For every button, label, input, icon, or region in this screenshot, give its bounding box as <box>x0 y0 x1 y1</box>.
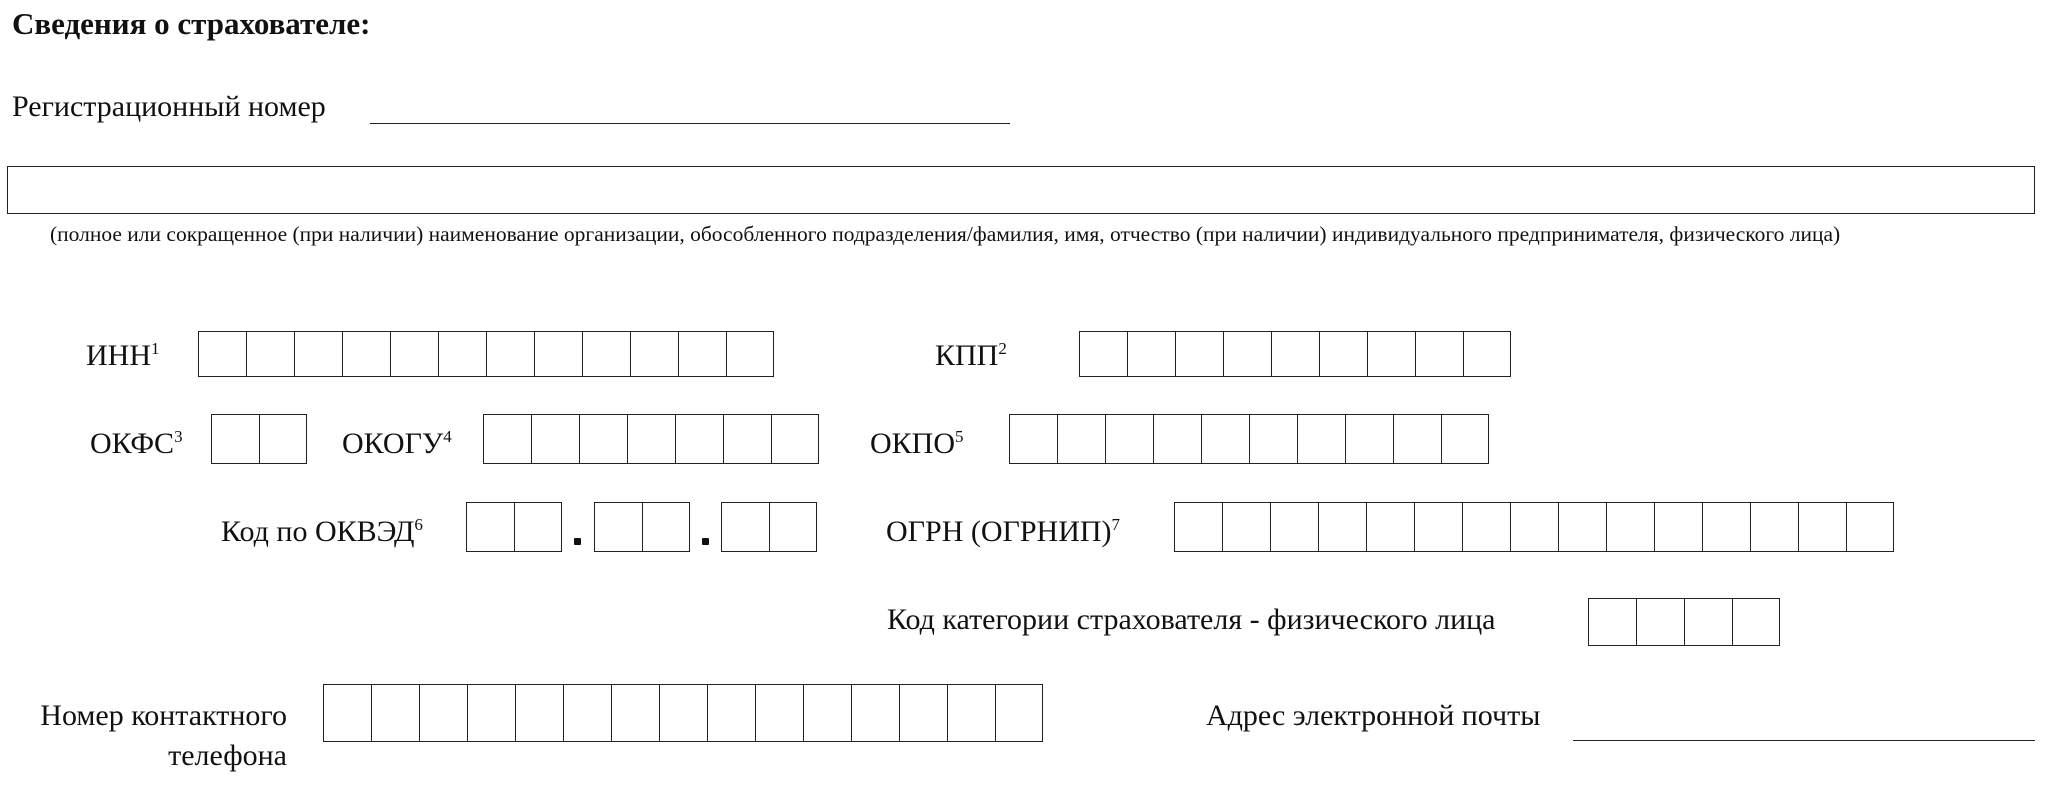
kpp-label: КПП$^2$ <box>935 339 1007 372</box>
char-cell[interactable] <box>1366 502 1414 552</box>
reg-number-label: Регистрационный номер <box>12 90 326 123</box>
char-cell[interactable] <box>723 414 771 464</box>
char-cell[interactable] <box>1318 502 1366 552</box>
char-cell[interactable] <box>294 331 342 377</box>
char-cell[interactable] <box>1702 502 1750 552</box>
char-cell[interactable] <box>531 414 579 464</box>
char-cell[interactable] <box>627 414 675 464</box>
char-cell[interactable] <box>1846 502 1894 552</box>
char-cell[interactable] <box>1798 502 1846 552</box>
char-cell[interactable] <box>419 684 467 742</box>
char-cell[interactable] <box>594 502 642 552</box>
char-cell[interactable] <box>1175 331 1223 377</box>
insurer-name-caption: (полное или сокращенное (при наличии) наименование организации, обособленного подразделения/фамилия, имя, отчество (при наличии) индивидуального предпринимателя, физического лица) <box>50 222 1841 246</box>
inn-input[interactable] <box>198 331 774 377</box>
char-cell[interactable] <box>803 684 851 742</box>
char-cell[interactable] <box>726 331 774 377</box>
category-label: Код категории страхователя - физического лица <box>887 603 1496 636</box>
char-cell[interactable] <box>642 502 690 552</box>
phone-label: Номер контактного телефона <box>40 699 287 772</box>
char-cell[interactable] <box>1222 502 1270 552</box>
char-cell[interactable] <box>1367 331 1415 377</box>
char-cell[interactable] <box>514 502 562 552</box>
ogrn-input[interactable] <box>1174 502 1894 552</box>
char-cell[interactable] <box>1393 414 1441 464</box>
okved-separator-dot <box>574 538 581 545</box>
insurer-name-input[interactable] <box>7 166 2035 214</box>
char-cell[interactable] <box>534 331 582 377</box>
char-cell[interactable] <box>675 414 723 464</box>
char-cell[interactable] <box>1414 502 1462 552</box>
section-title: Сведения о страхователе: <box>12 6 371 41</box>
char-cell[interactable] <box>1462 502 1510 552</box>
char-cell[interactable] <box>1319 331 1367 377</box>
char-cell[interactable] <box>1441 414 1489 464</box>
char-cell[interactable] <box>899 684 947 742</box>
char-cell[interactable] <box>947 684 995 742</box>
char-cell[interactable] <box>246 331 294 377</box>
okved-input-group-1[interactable] <box>466 502 562 552</box>
char-cell[interactable] <box>323 684 371 742</box>
char-cell[interactable] <box>211 414 259 464</box>
char-cell[interactable] <box>563 684 611 742</box>
char-cell[interactable] <box>630 331 678 377</box>
char-cell[interactable] <box>1270 502 1318 552</box>
okogu-label: ОКОГУ$^4$ <box>342 427 452 460</box>
okpo-label: ОКПО$^5$ <box>870 427 964 460</box>
ogrn-label: ОГРН (ОГРНИП)$^7$ <box>886 515 1121 548</box>
char-cell[interactable] <box>1510 502 1558 552</box>
okfs-input[interactable] <box>211 414 307 464</box>
char-cell[interactable] <box>1606 502 1654 552</box>
char-cell[interactable] <box>486 331 534 377</box>
char-cell[interactable] <box>659 684 707 742</box>
okved-input-group-3[interactable] <box>721 502 817 552</box>
char-cell[interactable] <box>1588 598 1636 646</box>
okogu-input[interactable] <box>483 414 819 464</box>
kpp-input[interactable] <box>1079 331 1511 377</box>
char-cell[interactable] <box>1297 414 1345 464</box>
email-label: Адрес электронной почты <box>1206 699 1541 732</box>
char-cell[interactable] <box>1463 331 1511 377</box>
char-cell[interactable] <box>1345 414 1393 464</box>
char-cell[interactable] <box>851 684 899 742</box>
phone-input[interactable] <box>323 684 1043 742</box>
char-cell[interactable] <box>755 684 803 742</box>
char-cell[interactable] <box>1127 331 1175 377</box>
char-cell[interactable] <box>1684 598 1732 646</box>
char-cell[interactable] <box>1558 502 1606 552</box>
char-cell[interactable] <box>1153 414 1201 464</box>
char-cell[interactable] <box>198 331 246 377</box>
char-cell[interactable] <box>769 502 817 552</box>
char-cell[interactable] <box>1636 598 1684 646</box>
category-input[interactable] <box>1588 598 1780 646</box>
char-cell[interactable] <box>1057 414 1105 464</box>
char-cell[interactable] <box>483 414 531 464</box>
char-cell[interactable] <box>707 684 755 742</box>
char-cell[interactable] <box>1105 414 1153 464</box>
char-cell[interactable] <box>1732 598 1780 646</box>
char-cell[interactable] <box>390 331 438 377</box>
char-cell[interactable] <box>1750 502 1798 552</box>
char-cell[interactable] <box>515 684 563 742</box>
char-cell[interactable] <box>1271 331 1319 377</box>
char-cell[interactable] <box>1415 331 1463 377</box>
okved-input-group-2[interactable] <box>594 502 690 552</box>
char-cell[interactable] <box>1223 331 1271 377</box>
char-cell[interactable] <box>371 684 419 742</box>
char-cell[interactable] <box>467 684 515 742</box>
okved-separator-dot <box>702 538 709 545</box>
char-cell[interactable] <box>259 414 307 464</box>
char-cell[interactable] <box>582 331 630 377</box>
char-cell[interactable] <box>995 684 1043 742</box>
char-cell[interactable] <box>611 684 659 742</box>
okpo-input[interactable] <box>1009 414 1489 464</box>
char-cell[interactable] <box>1654 502 1702 552</box>
char-cell[interactable] <box>771 414 819 464</box>
okved-label: Код по ОКВЭД$^6$ <box>221 515 423 548</box>
char-cell[interactable] <box>1174 502 1222 552</box>
char-cell[interactable] <box>342 331 390 377</box>
char-cell[interactable] <box>678 331 726 377</box>
char-cell[interactable] <box>721 502 769 552</box>
reg-number-input-line[interactable] <box>370 123 1010 124</box>
char-cell[interactable] <box>438 331 486 377</box>
char-cell[interactable] <box>1249 414 1297 464</box>
email-input-line[interactable] <box>1573 740 2035 741</box>
okfs-label: ОКФС$^3$ <box>90 427 183 460</box>
char-cell[interactable] <box>1009 414 1057 464</box>
char-cell[interactable] <box>466 502 514 552</box>
char-cell[interactable] <box>579 414 627 464</box>
inn-label: ИНН$^1$ <box>86 339 160 372</box>
char-cell[interactable] <box>1201 414 1249 464</box>
char-cell[interactable] <box>1079 331 1127 377</box>
